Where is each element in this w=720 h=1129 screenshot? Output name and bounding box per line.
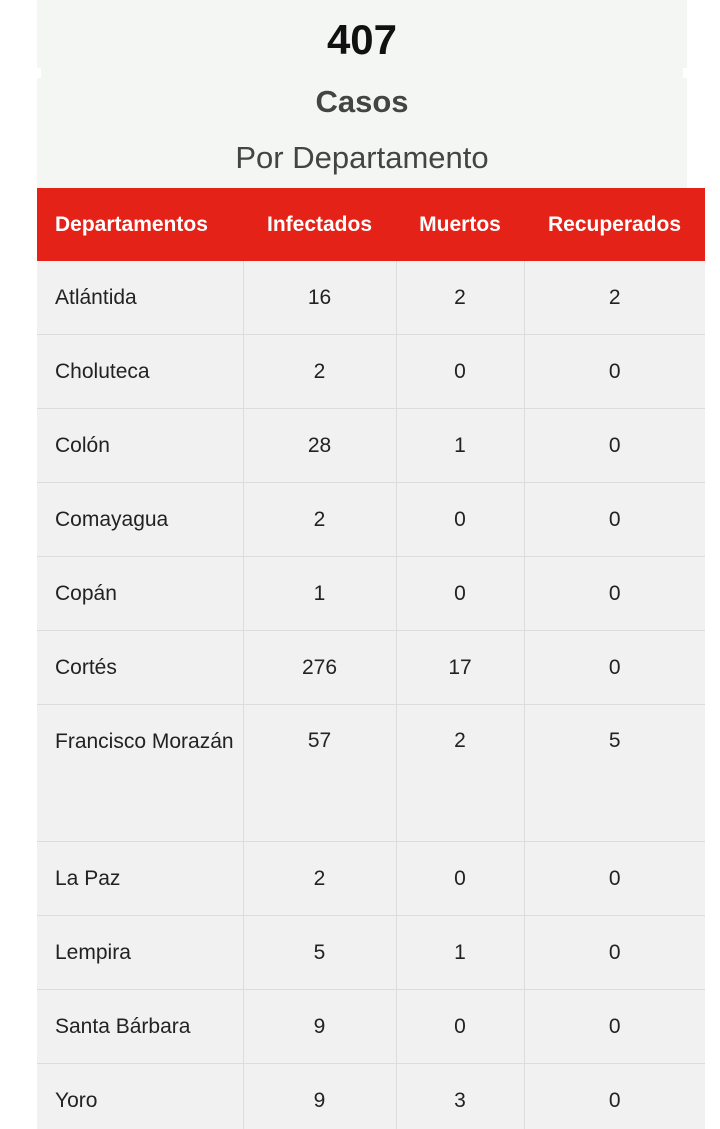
- cell-infectados: 1: [243, 557, 396, 631]
- column-header-muertos: Muertos: [419, 212, 501, 236]
- column-header-infectados: Infectados: [266, 212, 373, 236]
- table-row: [37, 1064, 705, 1129]
- cell-infectados: 2: [243, 335, 396, 409]
- table-row: [37, 842, 705, 916]
- cell-infectados: 9: [243, 990, 396, 1064]
- cell-infectados: 5: [243, 916, 396, 990]
- cell-recuperados: 0: [524, 990, 705, 1064]
- cell-infectados: 276: [243, 631, 396, 705]
- table-row: [37, 261, 705, 335]
- cell-department: Cortés: [37, 631, 243, 705]
- cell-department: Francisco Morazán: [37, 705, 243, 842]
- table-row: [37, 916, 705, 990]
- cell-department: Atlántida: [37, 261, 243, 335]
- column-header-recuperados: Recuperados: [547, 212, 682, 236]
- cell-recuperados: 0: [524, 335, 705, 409]
- cell-recuperados: 0: [524, 1064, 705, 1129]
- cell-muertos: 2: [396, 261, 524, 335]
- cell-department: Yoro: [37, 1064, 243, 1129]
- total-cases-count: 407: [326, 16, 398, 63]
- table-row: [37, 631, 705, 705]
- cell-recuperados: 0: [524, 842, 705, 916]
- summary-card: [37, 0, 687, 188]
- cell-recuperados: 0: [524, 916, 705, 990]
- cell-department: Copán: [37, 557, 243, 631]
- cell-muertos: 2: [396, 705, 524, 842]
- section-subtitle: Por Departamento: [235, 140, 489, 175]
- cell-infectados: 57: [243, 705, 396, 842]
- cell-department: Choluteca: [37, 335, 243, 409]
- cell-department: Lempira: [37, 916, 243, 990]
- cell-muertos: 0: [396, 990, 524, 1064]
- cell-infectados: 16: [243, 261, 396, 335]
- cell-infectados: 2: [243, 842, 396, 916]
- table-row: [37, 990, 705, 1064]
- cell-department: Santa Bárbara: [37, 990, 243, 1064]
- cell-muertos: 0: [396, 335, 524, 409]
- cell-infectados: 2: [243, 483, 396, 557]
- cell-infectados: 9: [243, 1064, 396, 1129]
- cell-muertos: 0: [396, 557, 524, 631]
- cases-label: Casos: [315, 84, 409, 119]
- cell-recuperados: 5: [524, 705, 705, 842]
- cell-department: La Paz: [37, 842, 243, 916]
- cell-infectados: 28: [243, 409, 396, 483]
- table-row: [37, 483, 705, 557]
- table-header-row: [37, 188, 705, 261]
- cell-recuperados: 0: [524, 483, 705, 557]
- cell-muertos: 3: [396, 1064, 524, 1129]
- cell-department: Colón: [37, 409, 243, 483]
- cell-recuperados: 0: [524, 557, 705, 631]
- cell-recuperados: 2: [524, 261, 705, 335]
- cell-muertos: 1: [396, 409, 524, 483]
- table-row: [37, 409, 705, 483]
- cell-muertos: 1: [396, 916, 524, 990]
- cell-muertos: 0: [396, 842, 524, 916]
- table-row: [37, 557, 705, 631]
- cell-recuperados: 0: [524, 631, 705, 705]
- cell-muertos: 17: [396, 631, 524, 705]
- cell-recuperados: 0: [524, 409, 705, 483]
- column-header-departamentos: Departamentos: [55, 212, 208, 236]
- department-table: [37, 188, 705, 1129]
- cell-department: Comayagua: [37, 483, 243, 557]
- table-row: [37, 705, 705, 842]
- cell-muertos: 0: [396, 483, 524, 557]
- table-row: [37, 335, 705, 409]
